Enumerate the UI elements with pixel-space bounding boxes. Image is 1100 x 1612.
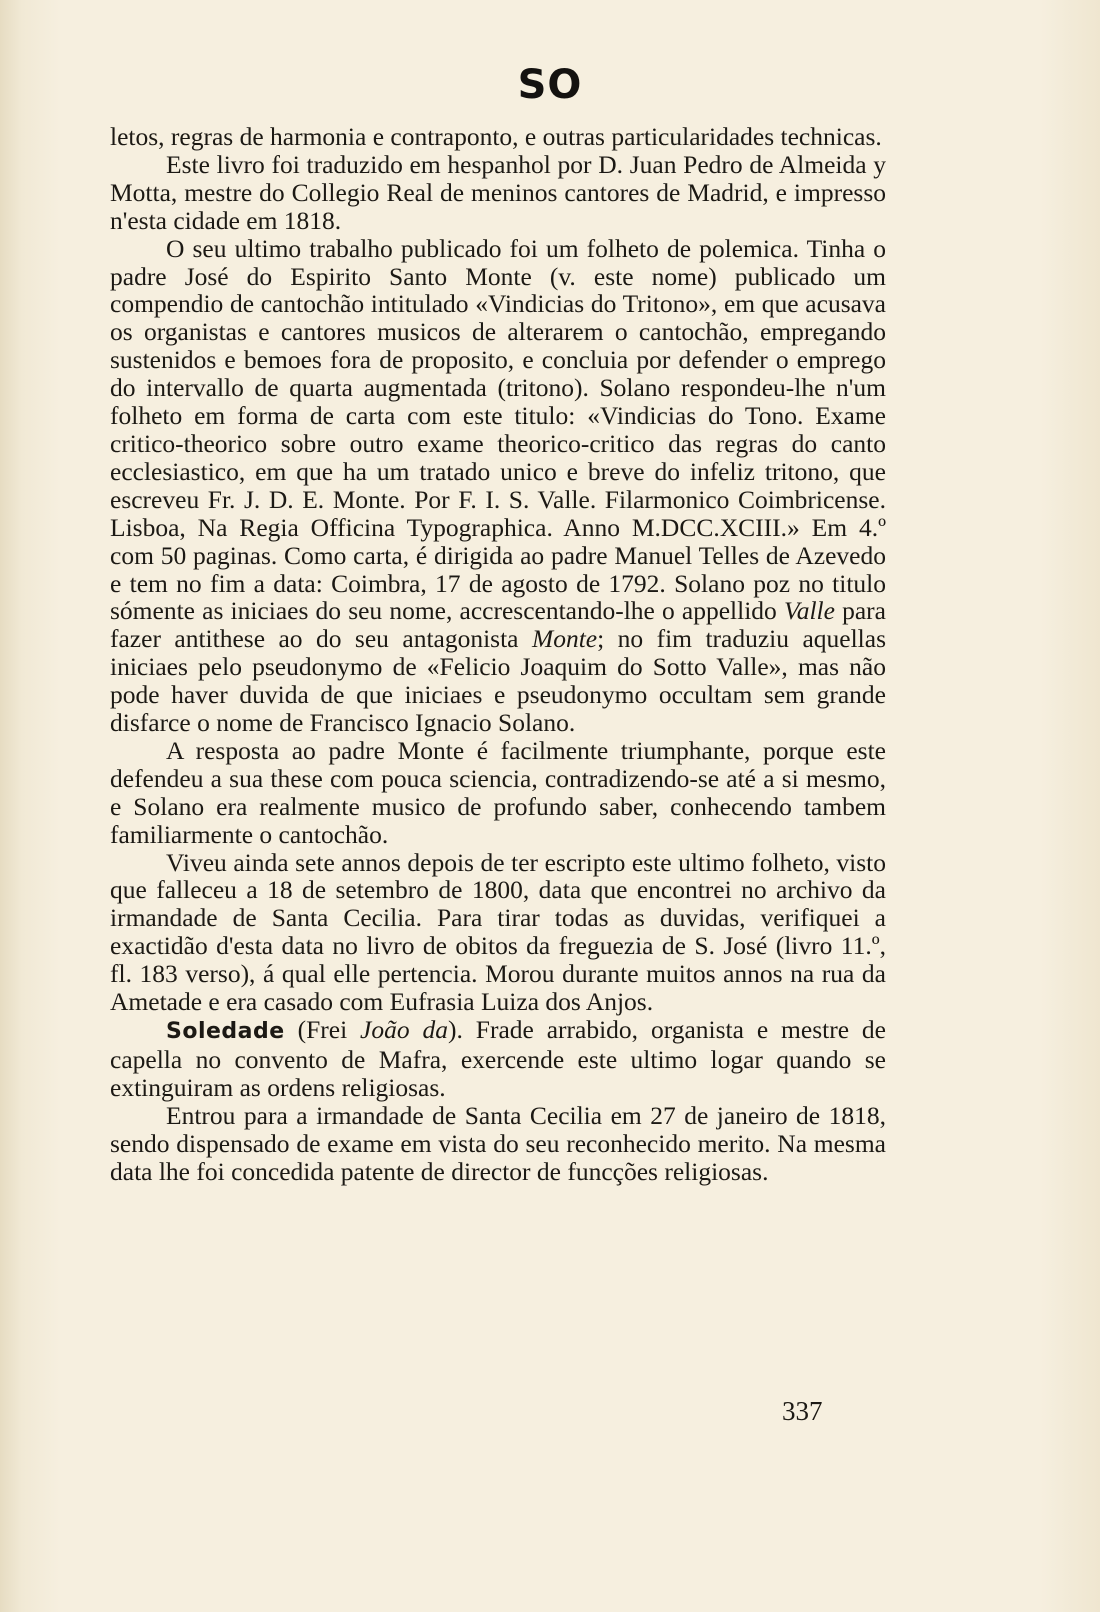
text-run: O seu ultimo trabalho publicado foi um folheto de polemica. Tinha o padre José do Espirito Santo Monte (v. este nome) publicado um compendio de cantochão intitulado «Vindicias do Tritono», em que acusava os organistas e cantores musicos de alterarem o cantochão, empregando sustenidos e bemoes fora de proposito, e concluia por defender o emprego do intervallo de quarta augmentada (tritono). Solano respondeu-lhe n'um folheto em forma de carta com este titulo: «Vindicias do Tono. Exame critico-theorico sobre outro exame theorico-critico das regras do canto ecclesiastico, em que ha um tratado unico e breve do infeliz tritono, que escreveu Fr. J. D. E. Monte. Por F. I. S. Valle. Filarmonico Coimbricense. Lisboa, Na Regia Officina Typographica. Anno M.DCC.XCIII.» Em 4.º com 50 paginas. Como carta, é dirigida ao padre Manuel Telles de Azevedo e tem no fim a data: Coimbra, 17 de agosto de 1792. Solano poz no titulo sómente as iniciaes do seu nome, accrescentando-lhe o appellido <box>110 233 886 626</box>
text-run: A resposta ao padre Monte é facilmente triumphante, porque este defendeu a sua these com pouca sciencia, contradizendo-se até a si mesmo, e Solano era realmente musico de profundo saber, conhecendo tambem familiarmente o cantochão. <box>110 735 886 849</box>
page-body <box>110 123 886 1185</box>
paragraph <box>110 1016 886 1102</box>
text-run: para fazer antithese ao do seu antagonista <box>110 596 886 654</box>
text-run: letos, regras de harmonia e contraponto, e outras particularidades technicas. <box>110 122 882 151</box>
paragraph <box>110 1102 886 1186</box>
text-run: (Frei <box>284 1015 361 1044</box>
paragraph <box>110 737 886 849</box>
italic-text: Valle <box>783 596 835 626</box>
text-run: ; no fim traduziu aquellas iniciaes pelo pseudonymo de «Felicio Joaquim do Sotto Valle», mas não pode haver duvida de que iniciaes e pseudonymo occultam sem grande disfarce o nome de Francisco Ignacio Solano. <box>110 624 886 738</box>
paragraph <box>110 235 886 737</box>
italic-text: Monte <box>531 624 598 654</box>
paragraph <box>110 123 886 151</box>
text-run: Entrou para a irmandade de Santa Cecilia em 27 de janeiro de 1818, sendo dispensado de exame em vista do seu reconhecido merito. Na mesma data lhe foi concedida patente de director de funcções religiosas. <box>110 1100 886 1186</box>
text-run: ). Frade arrabido, organista e mestre de capella no convento de Mafra, exercende este ultimo logar quando se extinguiram as ordens religiosas. <box>110 1015 886 1102</box>
text-run: Este livro foi traduzido em hespanhol por D. Juan Pedro de Almeida y Motta, mestre do Collegio Real de meninos cantores de Madrid, e impresso n'esta cidade em 1818. <box>110 149 886 235</box>
paragraph <box>110 849 886 1016</box>
paragraph <box>110 151 886 235</box>
page-number: 337 <box>782 1396 823 1426</box>
entry-heading: Soledade <box>166 1019 285 1044</box>
running-header: SO <box>517 62 583 108</box>
italic-text: João da <box>360 1015 449 1044</box>
text-run: Viveu ainda sete annos depois de ter escripto este ultimo folheto, visto que falleceu a 18 de setembro de 1800, data que encontrei no archivo da irmandade de Santa Cecilia. Para tirar todas as duvidas, verifiquei a exactidão d'esta data no livro de obitos da freguezia de S. José (livro 11.º, fl. 183 verso), á qual elle pertencia. Morou durante muitos annos na rua da Ametade e era casado com Eufrasia Luiza dos Anjos. <box>110 847 886 1017</box>
